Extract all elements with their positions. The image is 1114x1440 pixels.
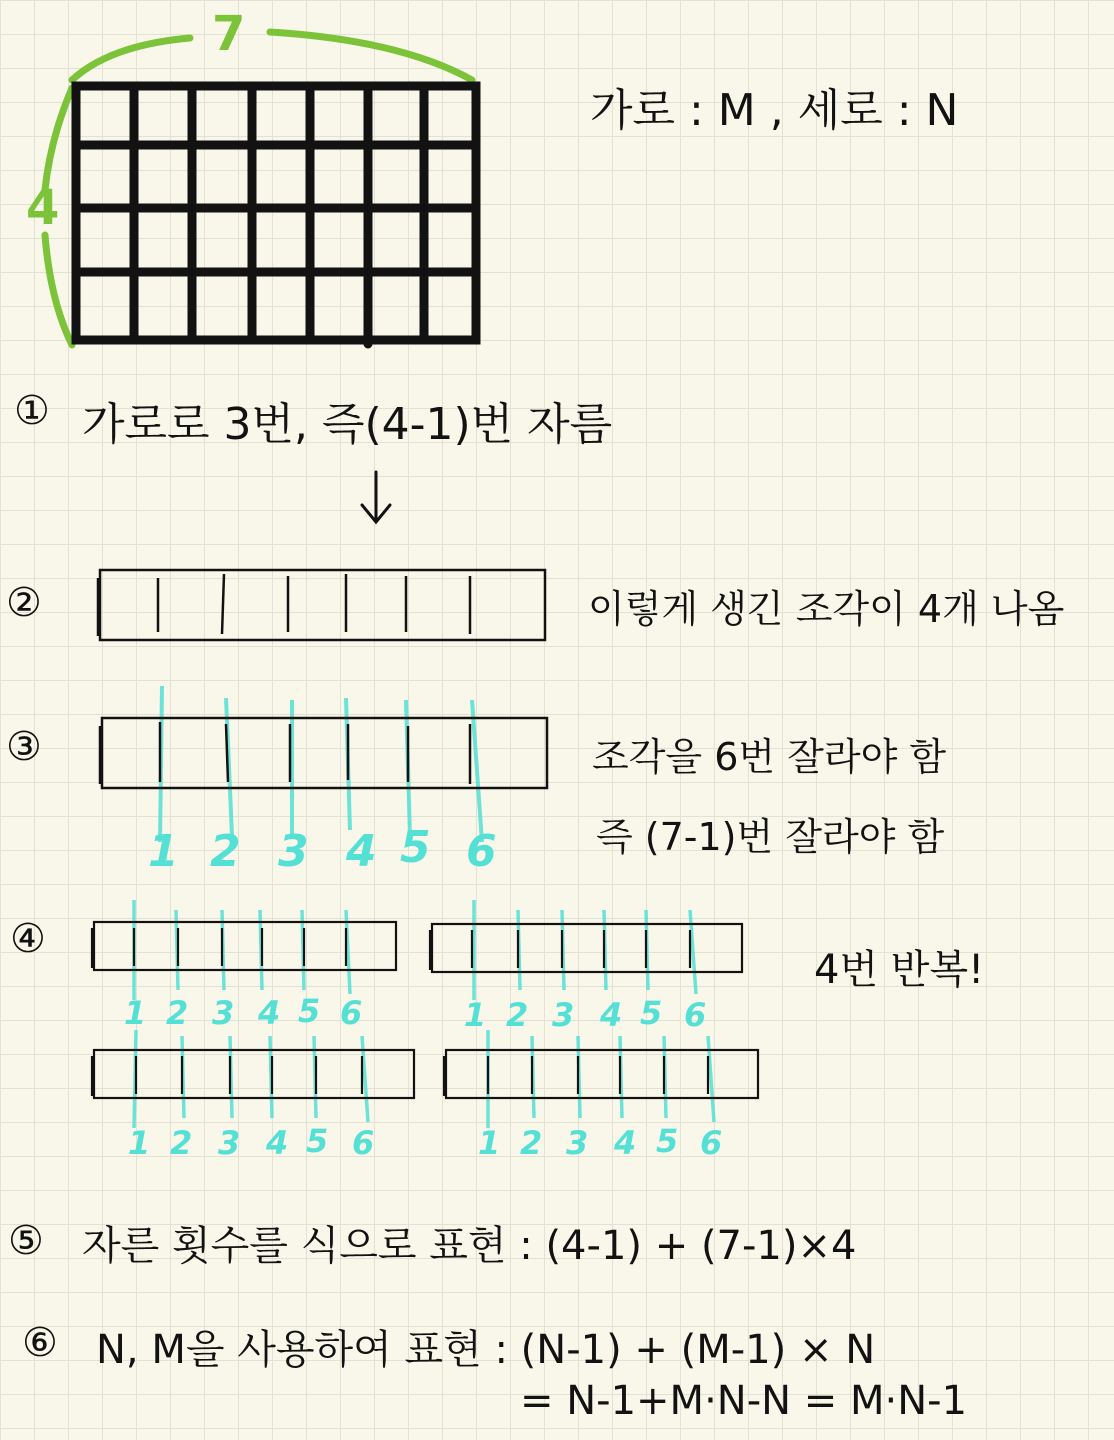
step6-line1: N, M을 사용하여 표현 : (N-1) + (M-1) × N (96, 1327, 876, 1373)
strip-step4-c (92, 1030, 414, 1128)
cut-number: 2 (506, 996, 529, 1034)
height-label: 4 (26, 180, 60, 236)
cut-number: 1 (124, 994, 147, 1032)
cut-number: 2 (166, 994, 189, 1032)
step5-text: 자른 횟수를 식으로 표현 : (4-1) + (7-1)×4 (82, 1223, 857, 1269)
step6-marker: ⑥ (22, 1320, 58, 1366)
strip-step4-a (92, 900, 396, 1000)
definition-text: 가로 : M , 세로 : N (590, 85, 959, 136)
cut-number: 6 (466, 826, 497, 877)
cut-number: 2 (520, 1124, 543, 1162)
strip-step3 (100, 686, 547, 842)
height-brace (45, 88, 72, 190)
cut-number: 6 (352, 1124, 375, 1162)
cut-number: 5 (306, 1122, 329, 1160)
step4-note: 4번 반복! (814, 947, 985, 993)
cut-number: 4 (614, 1124, 637, 1162)
cut-number: 6 (340, 994, 363, 1032)
cut-number: 6 (684, 996, 707, 1034)
width-brace (270, 32, 472, 80)
cut-number: 1 (478, 1124, 501, 1162)
step5-marker: ⑤ (8, 1218, 44, 1264)
step2-marker: ② (6, 580, 42, 626)
step3-note-line2: 즉 (7-1)번 잘라야 함 (596, 815, 945, 859)
strip-step4-d (444, 1030, 758, 1128)
cut-number: 4 (258, 994, 281, 1032)
cut-number: 4 (266, 1124, 289, 1162)
height-brace (45, 235, 72, 345)
step3-note-line1: 조각을 6번 잘라야 함 (592, 735, 947, 779)
step4-marker: ④ (10, 916, 46, 962)
cut-number: 2 (210, 826, 241, 877)
cut-number: 3 (212, 994, 235, 1032)
cut-number: 2 (170, 1124, 193, 1162)
grid-7x4 (76, 86, 476, 344)
cut-number: 6 (700, 1124, 723, 1162)
cut-number: 5 (656, 1122, 679, 1160)
cut-number: 1 (464, 996, 487, 1034)
step3-marker: ③ (6, 724, 42, 770)
step1-marker: ① (14, 388, 50, 434)
cut-number: 4 (600, 996, 623, 1034)
strip-step4-b (430, 900, 742, 1000)
cut-number: 4 (346, 826, 377, 877)
cut-number: 5 (298, 992, 321, 1030)
width-brace (72, 38, 190, 80)
cut-number: 3 (278, 826, 309, 877)
step1-text: 가로로 3번, 즉(4-1)번 자름 (82, 399, 613, 450)
cut-number: 1 (128, 1124, 151, 1162)
cut-number: 3 (218, 1124, 241, 1162)
cut-number: 5 (640, 994, 663, 1032)
cut-number: 5 (400, 822, 431, 873)
step2-note: 이렇게 생긴 조각이 4개 나옴 (588, 587, 1065, 631)
strip-step2 (98, 570, 545, 640)
down-arrow-icon (362, 472, 390, 522)
width-label: 7 (212, 6, 246, 62)
cut-number: 3 (552, 996, 575, 1034)
step6-line2: = N-1+M·N-N = M·N-1 (520, 1378, 968, 1424)
cut-number: 3 (566, 1124, 589, 1162)
cut-number: 1 (148, 826, 179, 877)
